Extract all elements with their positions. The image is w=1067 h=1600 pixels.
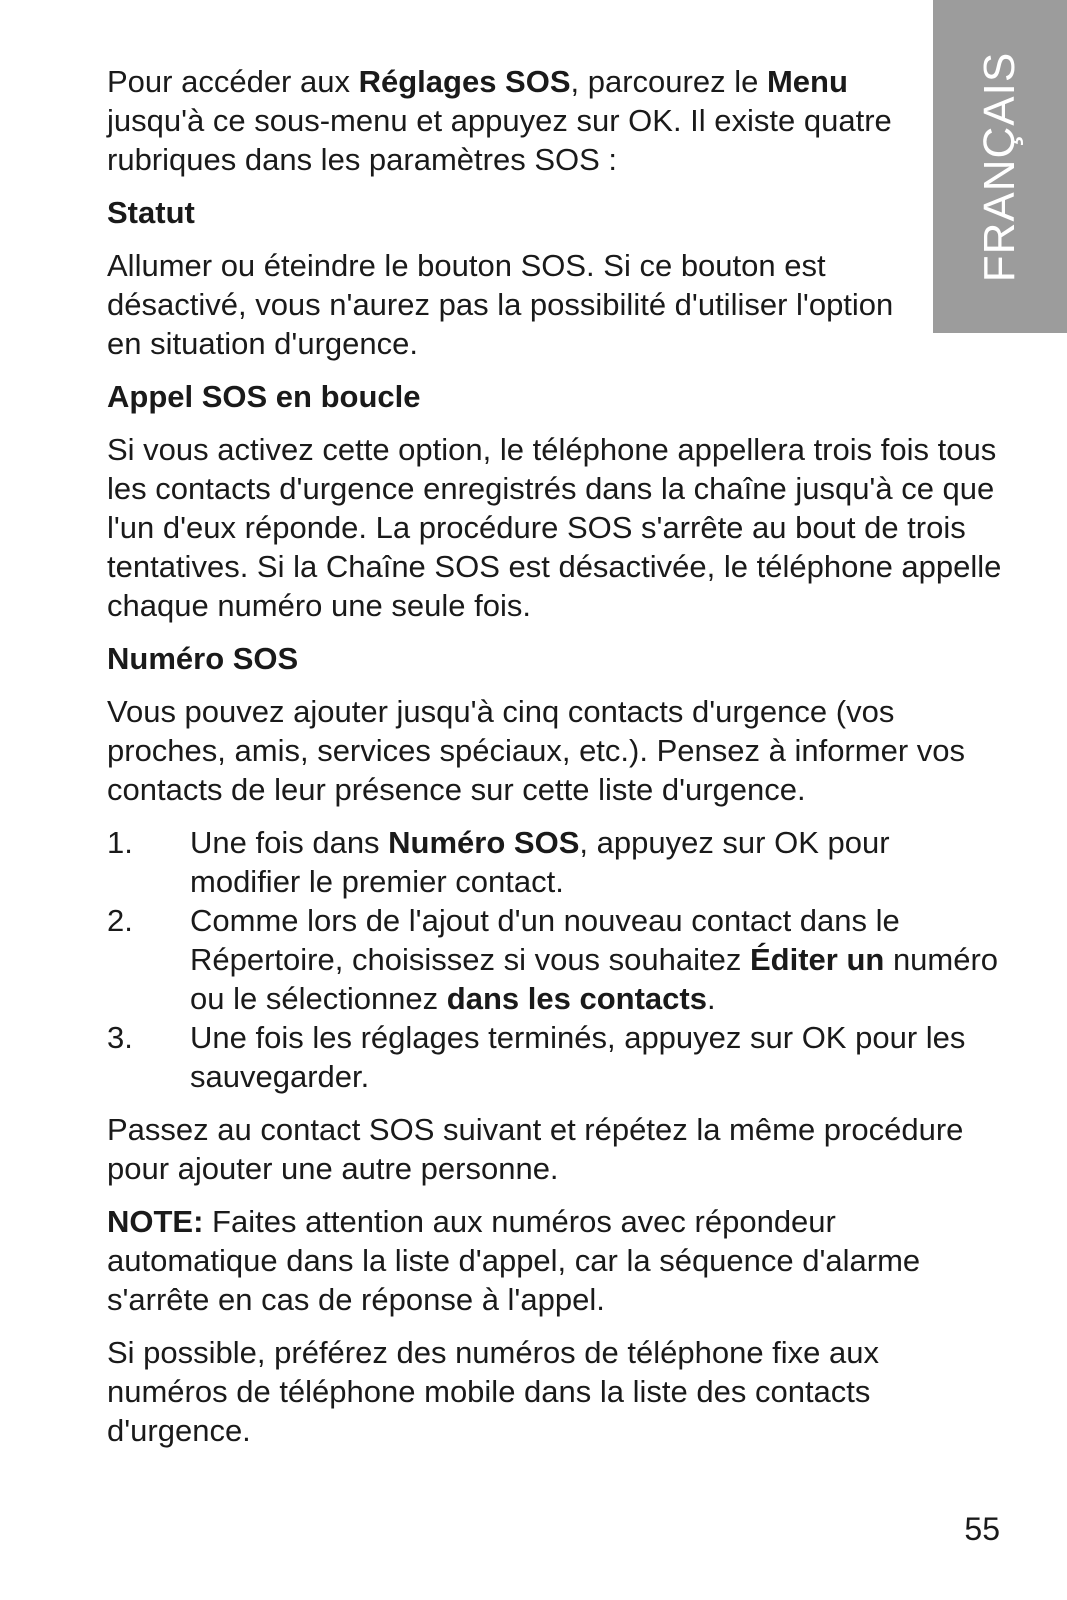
heading-statut: Statut (107, 195, 195, 230)
list-item (107, 823, 1007, 901)
paragraph-next-contact: Passez au contact SOS suivant et répétez la même procédure pour ajouter une autre personne. (107, 1112, 964, 1186)
note-paragraph: NOTE: Faites attention aux numéros avec répondeur automatique dans la liste d'appel, car la séquence d'alarme s'arrête en cas de réponse à l'appel. (107, 1204, 921, 1317)
intro-bold-menu: Menu (766, 64, 848, 99)
step-text: Une fois les réglages terminés, appuyez sur OK pour les sauvegarder. (190, 1020, 966, 1094)
page-number: 55 (964, 1511, 1000, 1547)
paragraph-landline: Si possible, préférez des numéros de téléphone fixe aux numéros de téléphone mobile dans la liste des contacts d'urgence. (107, 1335, 880, 1448)
step-number: 3. (107, 1020, 133, 1055)
step-text: Comme lors de l'ajout d'un nouveau contact dans le Répertoire, choisissez si vous souhaitez Éditer un numéro ou le sélectionnez dans les contacts. (190, 903, 999, 1016)
paragraph-appel-boucle: Si vous activez cette option, le téléphone appellera trois fois tous les contacts d'urgence enregistrés dans la chaîne jusqu'à ce que l'un d'eux réponde. La procédure SOS s'arrête au bout de trois tentatives. Si la Chaîne SOS est désactivée, le téléphone appelle chaque numéro une seule fois. (107, 432, 1002, 623)
intro-bold-reglages: Réglages SOS (358, 64, 571, 99)
paragraph-statut: Allumer ou éteindre le bouton SOS. Si ce bouton est désactivé, vous n'aurez pas la possibilité d'utiliser l'option en situation d'urgence. (107, 248, 894, 361)
note-label: NOTE: (107, 1204, 204, 1239)
language-tab-label: FRANÇAIS (975, 51, 1024, 282)
paragraph-numero-sos: Vous pouvez ajouter jusqu'à cinq contacts d'urgence (vos proches, amis, services spéciaux, etc.). Pensez à informer vos contacts de leur présence sur cette liste d'urgence. (107, 694, 965, 807)
step-number: 2. (107, 903, 133, 938)
intro-paragraph: Pour accéder aux Réglages SOS, parcourez le Menu jusqu'à ce sous-menu et appuyez sur OK. Il existe quatre rubriques dans les paramètres SOS : (107, 64, 892, 177)
step-text: Une fois dans Numéro SOS, appuyez sur OK pour modifier le premier contact. (190, 825, 890, 899)
list-item (107, 901, 1007, 1018)
list-item (107, 1018, 1007, 1096)
steps-list (107, 823, 1007, 1096)
heading-numero-sos: Numéro SOS (107, 641, 299, 676)
page-content (107, 62, 1007, 1464)
heading-appel-boucle: Appel SOS en boucle (107, 379, 421, 414)
step-number: 1. (107, 825, 133, 860)
